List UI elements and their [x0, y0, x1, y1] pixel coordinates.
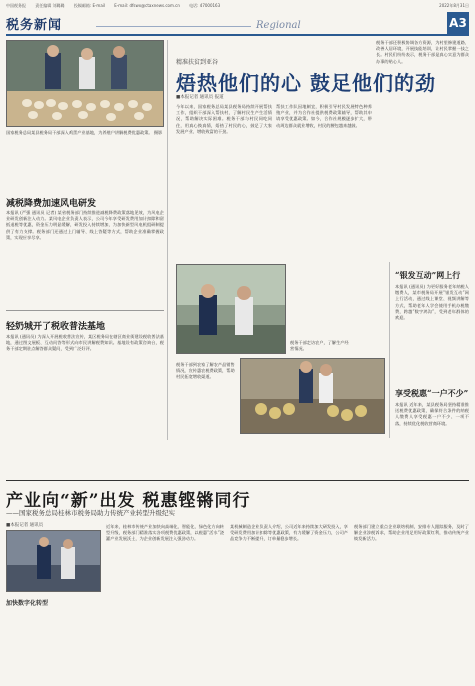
- section-name: 税务新闻: [6, 18, 63, 33]
- article-share-title: 享受税惠“一户不少”: [395, 388, 469, 398]
- divider: [6, 310, 164, 311]
- column-rule: [389, 262, 390, 438]
- bottom-body-2: 某机械制造企业负责人介绍，公司近年来持续加大研发投入，享受研发费用加计扣除等优惠政策，有力缓解了资金压力，公司产品竞争力不断提升，订单量稳步增长。: [230, 524, 348, 542]
- article-tax-cut-body: 本报讯 (严强 通讯员 记者) 某省税务部门持续推进减税降费政策落地见效，为风电企业研发创新注入动力。某风电企业负责人表示，公司今年享受研发费用加计扣除和留抵退税等优惠，资金压力明显缓解，研发投入持续增加，为加快新型风电机组研制提供了有力支撑。税务部门还通过上门辅导、线上答疑等方式，帮助企业准确掌握政策，实现应享尽享。: [6, 210, 164, 240]
- feature-byline: ■本报记者 通讯员 报道: [176, 95, 224, 100]
- photo-eggs-caption: 国家税务总局某县税务局干部深入鸡蛋产业基地，为养殖户讲解税费优惠政策。 摄影: [6, 130, 163, 135]
- article-support-body: 本报讯 (通讯员) 为更好服务老年纳税人缴费人，某市税务局开展“银发互动”网上行活动，通过线上课堂、视频讲解等方式，帮助老年人学会使用手机办税缴费，跨越“数字鸿沟”，受到老年群体的欢迎。: [395, 284, 469, 321]
- phone: 电话: 47000163: [189, 3, 221, 8]
- photo-market-caption: 税务干部到农家了解农产品销售情况，宣传惠农税费政策，帮助村民拓宽增收渠道。: [176, 362, 235, 379]
- issue-date: 2022年8月31日: [439, 3, 469, 8]
- header-rule: [96, 26, 251, 27]
- article-tax-cut-title: 减税降费加速风电研发: [6, 199, 97, 209]
- bottom-body-3: 税务部门建立重点企业联络机制，安排专人跟踪服务，及时了解企业涉税诉求，帮助企业用足用好政策红利，推动传统产业焕发新活力。: [354, 524, 469, 542]
- email: E-mail: dfswx@ctaxnews.com.cn: [114, 3, 180, 8]
- photo-visit: [176, 264, 286, 354]
- photo-visit-caption: 税务干部走访农户，了解生产经营情况。: [290, 340, 349, 351]
- photo-factory: [6, 530, 101, 592]
- photo-credit: 摄影: [153, 130, 163, 135]
- bottom-title: 产业向“新”出发 税惠铿锵同行: [6, 491, 251, 511]
- article-share-body: 本报讯 近年来，某县税务局坚持精准推送税费优惠政策，确保符合条件的纳税人缴费人享受税惠一户不少、一项不落，持续优化税收营商环境。: [395, 402, 469, 426]
- article-support-title: “银发互动”网上行: [395, 270, 461, 280]
- photo-market: [240, 358, 385, 434]
- feature-title: 焐热他们的心 鼓足他们的劲: [176, 71, 436, 95]
- bottom-byline: ■本报记者 通讯员: [6, 523, 44, 528]
- bottom-section-head: 加快数字化转型: [6, 600, 49, 607]
- article-light-pack-body: 本报讯 (通讯员) 为深入开展税收普法宣传，某区税务局在辖区商业街建设税收普法基地，通过图文展板、互动问答等形式向市民讲解税费知识。基地设有政策咨询台，税务干部定期驻点解答群众疑问，受到广泛好评。: [6, 334, 164, 352]
- paper-name: 中国税务报: [6, 3, 26, 8]
- photo-eggs: [6, 40, 164, 127]
- bottom-subtitle: ——国家税务总局桂林市税务局助力传统产业转型升级纪实: [6, 509, 175, 517]
- section-header: [6, 12, 469, 36]
- feature-body-2: 帮扶工作队因地制宜，积极引导村民发展特色种养殖产业，并为合作社提供税费政策辅导，帮助其申请享受优惠政策。如今，合作社规模逐步扩大，带动周边群众就业增收，村民的腰包越来越鼓。: [276, 104, 372, 128]
- article-light-pack-title: 轻奶城开了税收普法基地: [6, 322, 106, 332]
- submission: 投稿邮箱: E-mail: [73, 3, 106, 8]
- feature-body-1: 今年以来，国家税务总局某县税务局持续开展帮扶工作，组织干部深入帮扶村，了解村民生产生活情况，帮助解决实际困难。税务干部与村民同吃同住，用真心换真情，焐热了村民的心，鼓足了大家发展产业、增收致富的干劲。: [176, 104, 272, 134]
- column-rule: [167, 40, 168, 440]
- divider: [6, 480, 469, 481]
- feature-kicker: 精准扶贫到亚谷: [176, 59, 219, 66]
- feature-body-3: 税务干部还积极协调各方资源，为村里修建道路、改善人居环境，开展技能培训，让村民掌握一技之长。村民们纷纷表示，税务干部是真心实意为群众办事的贴心人。: [376, 40, 469, 64]
- bottom-body-1: 近年来，桂林市传统产业加快向高端化、智能化、绿色化方向转型升级，税务部门精准落实各项税费优惠政策，以税惠“活水”浇灌产业发展沃土，为企业创新发展注入强劲动力。: [106, 524, 224, 542]
- editor: 责任编辑 刘璐璐: [35, 3, 65, 8]
- section-english: Regional: [256, 20, 301, 31]
- page-number: A3: [447, 12, 469, 34]
- masthead-topline: [6, 3, 469, 11]
